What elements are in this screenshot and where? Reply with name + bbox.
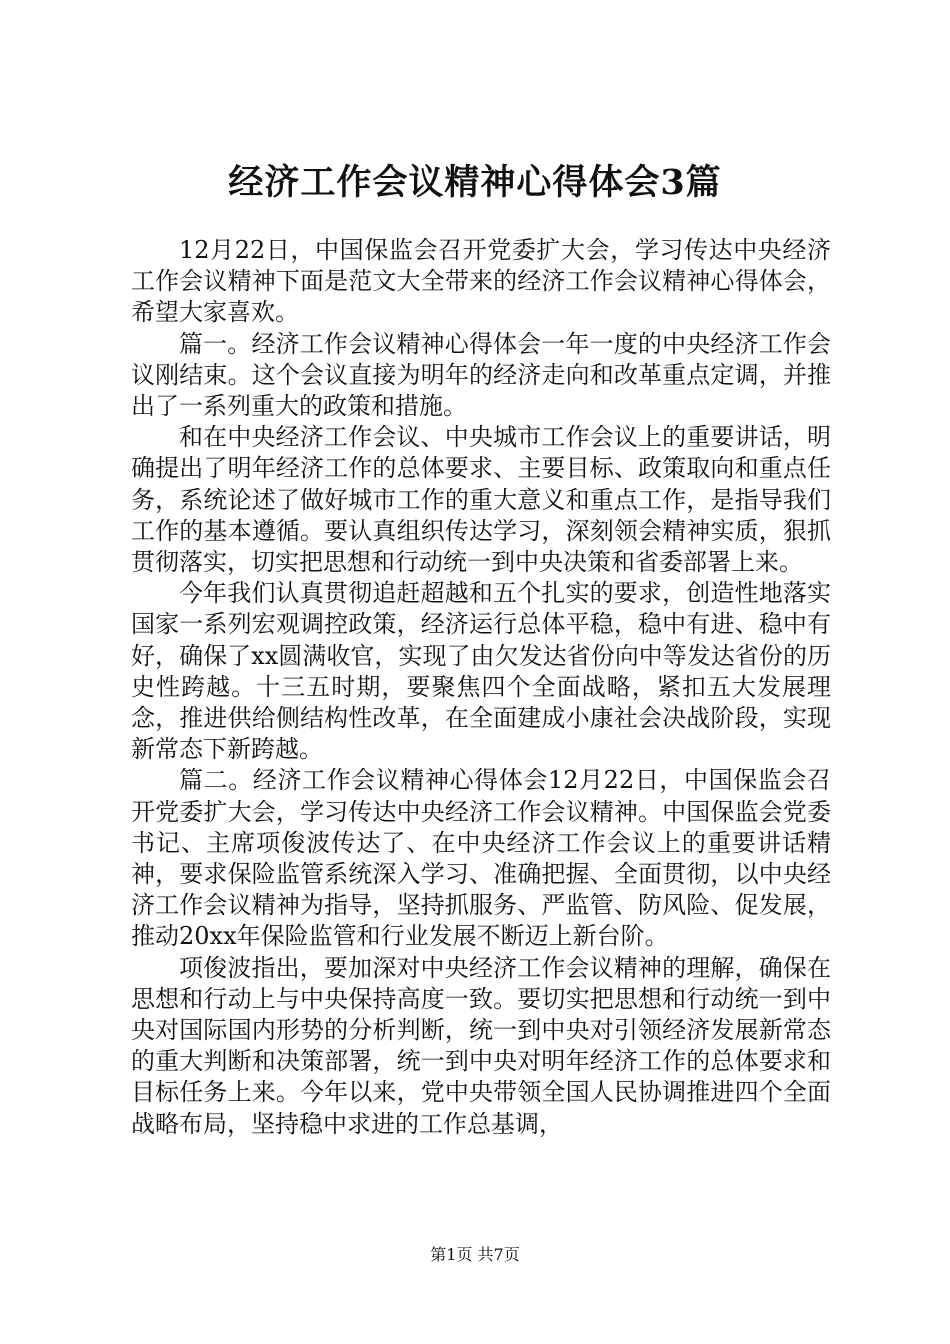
paragraph-speech: 和在中央经济工作会议、中央城市工作会议上的重要讲话，明确提出了明年经济工作的总体要求、主要目标、政策取向和重点任务，系统论述了做好城市工作的重大意义和重点工作，是指导我们工作的基本遵循。要认真组织传达学习，深刻领会精神实质，狠抓贯彻落实，切实把思想和行动统一到中央决策和省委部署上来。 <box>131 423 831 577</box>
paragraph-part-two: 篇二。经济工作会议精神心得体会12月22日，中国保监会召开党委扩大会，学习传达中央经济工作会议精神。中国保监会党委书记、主席项俊波传达了、在中央经济工作会议上的重要讲话精神，要求保险监管系统深入学习、准确把握、全面贯彻，以中央经济工作会议精神为指导，坚持抓服务、严监管、防风险、促发展，推动20xx年保险监管和行业发展不断迈上新台阶。 <box>131 766 831 951</box>
paragraph-part-one: 篇一。经济工作会议精神心得体会一年一度的中央经济工作会议刚结束。这个会议直接为明年的经济走向和改革重点定调，并推出了一系列重大的政策和措施。 <box>131 329 831 421</box>
paragraph-this-year: 今年我们认真贯彻追赶超越和五个扎实的要求，创造性地落实国家一系列宏观调控政策，经济运行总体平稳，稳中有进、稳中有好，确保了xx圆满收官，实现了由欠发达省份向中等发达省份的历史性跨越。十三五时期，要聚焦四个全面战略，紧扣五大发展理念，推进供给侧结构性改革，在全面建成小康社会决战阶段，实现新常态下新跨越。 <box>131 579 831 764</box>
page-number-footer: 第1页 共7页 <box>430 1245 520 1264</box>
paragraph-intro: 12月22日，中国保监会召开党委扩大会，学习传达中央经济工作会议精神下面是范文大全带来的经济工作会议精神心得体会，希望大家喜欢。 <box>131 236 831 327</box>
document-body <box>131 235 831 1140</box>
document-title: 经济工作会议精神心得体会3篇 <box>228 162 722 203</box>
paragraph-xiang-junbo: 项俊波指出，要加深对中央经济工作会议精神的理解，确保在思想和行动上与中央保持高度一致。要切实把思想和行动统一到中央对国际国内形势的分析判断，统一到中央对引领经济发展新常态的重大判断和决策部署，统一到中央对明年经济工作的总体要求和目标任务上来。今年以来，党中央带领全国人民协调推进四个全面战略布局，坚持稳中求进的工作总基调， <box>131 953 831 1138</box>
